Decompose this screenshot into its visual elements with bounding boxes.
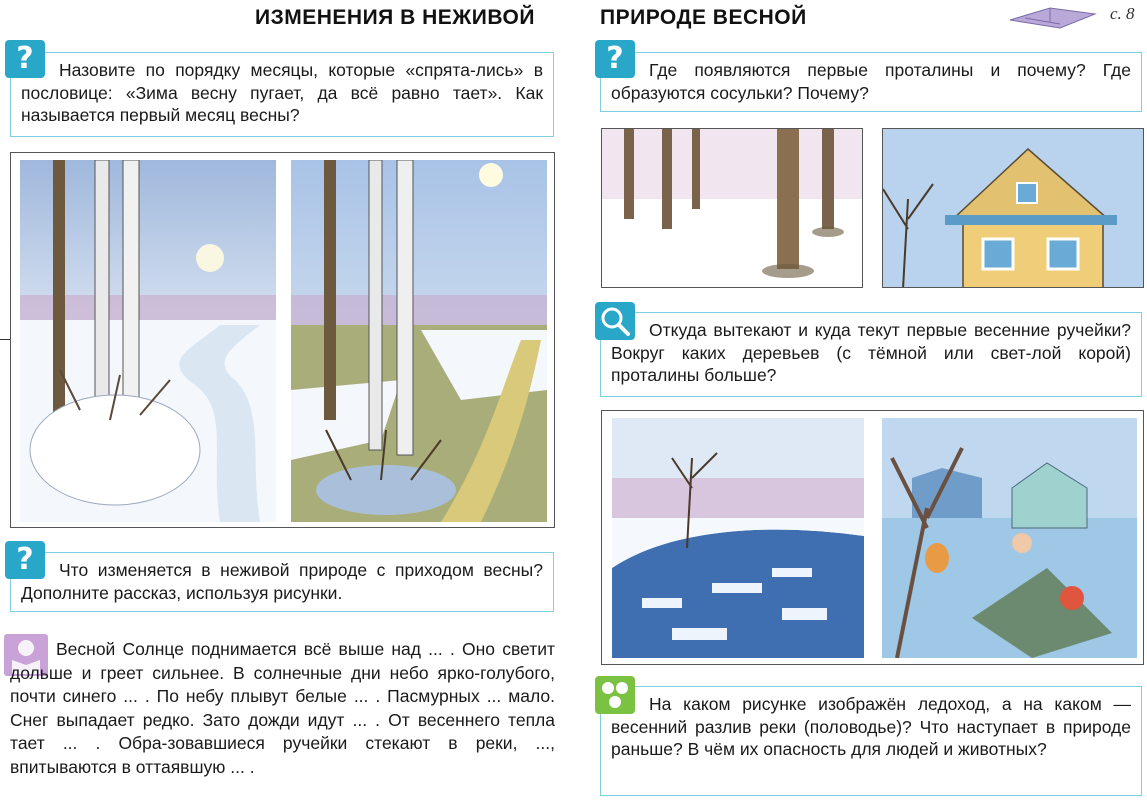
- spring-flood-image: [882, 418, 1137, 658]
- question-text-3: Откуда вытекают и куда текут первые весенние ручейки? Вокруг каких деревьев (с тёмной или свет-лой корой) проталины больше?: [611, 320, 1131, 385]
- magnifier-icon: [595, 302, 635, 340]
- question-box-3: [600, 312, 1142, 397]
- question-box-5: [600, 686, 1142, 796]
- question-box-2: [600, 52, 1142, 112]
- dots-icon: [595, 676, 635, 714]
- question-box-1: [10, 52, 554, 137]
- ice-drift-image: [612, 418, 864, 658]
- question-text-1: Назовите по порядку месяцы, которые «спрята-лись» в пословице: «Зима весну пугает, да всё равно тает». Как называется первый месяц весны?: [21, 60, 543, 125]
- question-text-2: Где появляются первые проталины и почему? Где образуются сосульки? Почему?: [611, 60, 1131, 103]
- book-icon: [1005, 0, 1100, 30]
- story-paragraph: Весной Солнце поднимается всё выше над ... . Оно светит дольше и греет сильнее. В солнечные дни небо ярко-голубого, почти синего ... . По небу плывут белые ... . Пасмурных ... мало. Снег выпадает редко. Зато дожди идут ... . От весеннего тепла тает ... . Обра-зовавшиеся ручейки стекают в реки, ..., впитываются в оттаявшую ... .: [10, 639, 555, 777]
- question-text-5: На каком рисунке изображён ледоход, а на каком — весенний разлив реки (половодье)? Что наступает в природе раньше? В чём их опасность для людей и животных?: [611, 694, 1131, 759]
- title-left: ИЗМЕНЕНИЯ В НЕЖИВОЙ: [255, 6, 535, 29]
- house-icicles-image: [882, 128, 1144, 288]
- question-mark-icon: ?: [5, 40, 45, 78]
- question-text-4: Что изменяется в неживой природе с приходом весны? Дополните рассказ, используя рисунки.: [21, 560, 543, 603]
- question-box-4: [10, 552, 554, 612]
- title-right: ПРИРОДЕ ВЕСНОЙ: [600, 6, 807, 29]
- early-spring-forest-image: [20, 160, 276, 522]
- question-mark-icon: ?: [595, 40, 635, 78]
- question-mark-icon: ?: [5, 541, 45, 579]
- story-text: [10, 638, 555, 779]
- thawed-patches-image: [601, 128, 863, 288]
- page-number: с. 8: [1110, 4, 1135, 23]
- late-spring-forest-image: [291, 160, 547, 522]
